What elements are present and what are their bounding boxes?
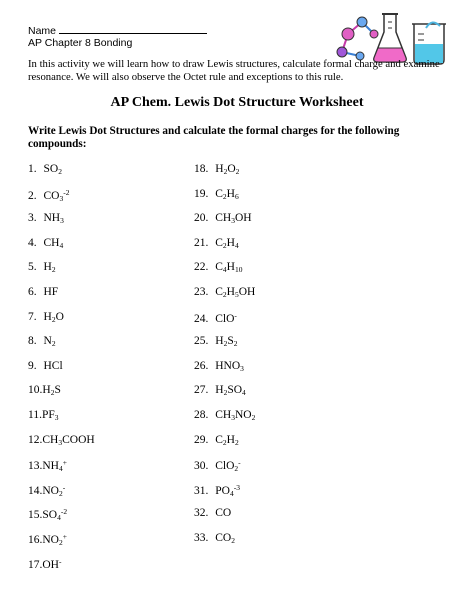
compound-item [28, 261, 56, 274]
item-formula: $CH_3OH$ [215, 212, 252, 226]
compound-item [28, 311, 64, 324]
item-number: 28. [194, 409, 209, 421]
compound-item [194, 483, 240, 498]
item-number: 23. [194, 286, 209, 298]
item-formula: $SO_4^{-2}$ [42, 507, 68, 523]
compound-item [28, 557, 62, 571]
item-number: 11. [28, 409, 42, 421]
item-number: 25. [194, 335, 209, 348]
compound-item [28, 458, 67, 473]
compound-item [28, 212, 64, 225]
item-number: 4. [28, 236, 37, 249]
item-number: 22. [194, 261, 209, 274]
item-number: 30. [194, 460, 209, 473]
item-formula: $C_4H_{10}$ [215, 261, 243, 275]
item-number: 7. [28, 310, 37, 323]
item-number: 21. [194, 236, 209, 249]
compound-item [28, 237, 63, 250]
item-number: 31. [194, 484, 209, 497]
compound-item [28, 409, 59, 422]
item-formula: ClO$_2$- [215, 458, 241, 474]
compound-item [194, 237, 239, 250]
compound-item [28, 360, 63, 372]
item-formula: $NO_2^+$ [42, 532, 67, 547]
name-blank-line [59, 23, 207, 34]
item-number: 17. [28, 558, 43, 571]
compound-item [28, 384, 61, 397]
compound-item [28, 507, 67, 522]
item-formula: $H_2O_2$ [215, 163, 240, 176]
compound-item [28, 483, 65, 498]
item-formula: $N_2$ [43, 335, 56, 349]
intro-paragraph: In this activity we will learn how to draw Lewis structures, calculate formal charge and examine resonance. We will also observe the Octet rule and exceptions to this rule. [28, 58, 440, 83]
item-formula: $H_2S_2$ [215, 335, 238, 349]
item-formula: $NH_3$ [43, 212, 64, 226]
compound-item [28, 434, 95, 447]
item-number: 29. [194, 433, 209, 446]
compound-item [194, 286, 255, 299]
item-number: 16. [28, 534, 43, 546]
item-formula: $PF_3$ [41, 409, 59, 422]
item-number: 8. [28, 335, 37, 348]
item-formula: OH- [42, 556, 62, 571]
item-formula: $CH_3NO_2$ [215, 409, 256, 422]
compound-item [194, 261, 242, 274]
item-formula: $C_2H_4$ [215, 236, 239, 250]
item-formula: $CH_4$ [43, 236, 64, 250]
item-number: 13. [28, 460, 43, 473]
item-number: 1. [28, 163, 37, 175]
item-formula: HCl [43, 359, 63, 372]
name-label: Name [28, 25, 57, 37]
item-number: 3. [28, 212, 37, 225]
item-formula: $C_2H_6$ [215, 187, 239, 201]
item-formula: $SO_2$ [43, 163, 62, 176]
item-number: 26. [194, 359, 209, 372]
item-formula: $CH_3COOH$ [42, 433, 95, 447]
item-number: 19. [194, 187, 209, 200]
compound-item [194, 507, 231, 519]
item-number: 27. [194, 384, 209, 397]
chapter-heading: AP Chapter 8 Bonding [28, 37, 133, 49]
item-formula: CO [215, 507, 232, 520]
item-number: 5. [28, 261, 37, 274]
item-formula: $H_2$ [43, 261, 56, 275]
item-formula: $NO_2^-$ [42, 482, 66, 498]
compound-item [194, 360, 244, 373]
compound-item [28, 286, 58, 298]
item-formula: HF [43, 286, 59, 298]
item-formula: $HNO_3$ [215, 359, 244, 373]
item-formula: $CO_3^{-2}$ [43, 187, 70, 203]
item-formula: $H_2S$ [42, 384, 61, 398]
compound-item [28, 532, 67, 547]
item-number: 9. [28, 359, 37, 372]
compound-item [194, 311, 237, 325]
item-number: 10. [28, 384, 43, 397]
item-number: 18. [194, 163, 209, 175]
compound-item [194, 434, 239, 447]
item-formula: $NH_4^+$ [42, 458, 67, 474]
instructions: Write Lewis Dot Structures and calculate the formal charges for the following compounds: [28, 125, 400, 150]
compound-item [194, 409, 255, 422]
item-formula: $PO_4^{-3}$ [215, 482, 240, 498]
compound-item [28, 163, 62, 176]
compound-item [194, 335, 237, 348]
compound-item [194, 163, 239, 176]
item-number: 6. [28, 286, 37, 298]
item-formula: $C_2H_5OH$ [215, 286, 256, 299]
compound-item [28, 335, 56, 348]
item-number: 33. [194, 532, 209, 544]
item-number: 12. [28, 433, 43, 446]
item-number: 14. [28, 484, 43, 497]
item-number: 15. [28, 509, 43, 522]
item-number: 32. [194, 507, 209, 520]
compound-item [28, 188, 69, 203]
item-number: 24. [194, 312, 209, 325]
item-number: 2. [28, 189, 37, 202]
item-formula: $H_2O$ [43, 310, 64, 324]
item-number: 20. [194, 212, 209, 225]
compound-item [194, 188, 239, 201]
compound-item [194, 458, 241, 473]
compound-item [194, 384, 246, 397]
item-formula: $H_2SO_4$ [215, 384, 246, 398]
item-formula: $CO_2$ [215, 532, 235, 545]
item-formula: ClO- [215, 310, 237, 325]
page-title: AP Chem. Lewis Dot Structure Worksheet [110, 95, 364, 110]
name-field [28, 23, 207, 37]
compound-item [194, 212, 252, 225]
compound-item [194, 532, 235, 545]
item-formula: $C_2H_2$ [215, 433, 239, 447]
